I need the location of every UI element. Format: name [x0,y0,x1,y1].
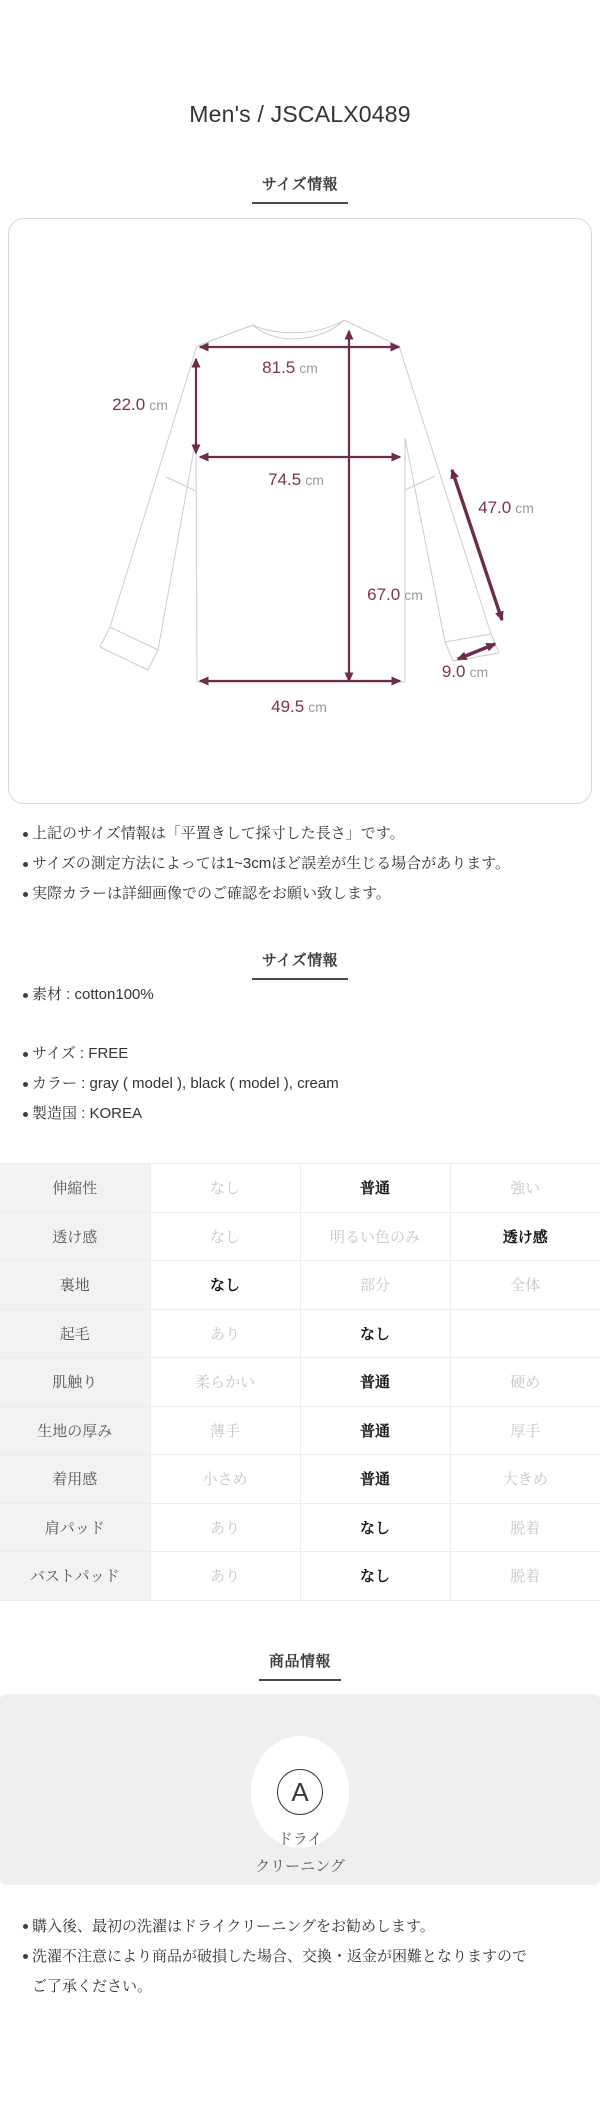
care-label-line: クリーニング [255,1857,345,1875]
size-section-heading-wrap [0,176,600,204]
spec-row-label: 起毛 [0,1309,150,1358]
spec-cell: 全体 [450,1261,600,1310]
detail-section-heading: サイズ情報 [252,953,348,980]
spec-cell: なし [150,1164,300,1213]
spec-row-label: 生地の厚み [0,1406,150,1455]
care-note: 購入後、最初の洗濯はドライクリーニングをお勧めします。 [0,1912,564,1942]
spec-cell: 大きめ [450,1455,600,1504]
spec-row-label: 着用感 [0,1455,150,1504]
spec-cell: なし [300,1503,450,1552]
spec-cell: あり [150,1503,300,1552]
product-section-heading: 商品情報 [259,1654,341,1681]
table-row [0,1358,600,1407]
table-row [0,1406,600,1455]
spec-cell: 薄手 [150,1406,300,1455]
size-note: 上記のサイズ情報は「平置きして採寸した長さ」です。 [0,819,600,849]
size-note: サイズの測定方法によっては1~3cmほど誤差が生じる場合があります。 [0,849,600,879]
detail-item-material: 素材 : cotton100% [0,980,600,1010]
care-label [255,1826,345,1880]
size-diagram-box [8,218,592,804]
spec-cell: 部分 [300,1261,450,1310]
spec-cell: 普通 [300,1358,450,1407]
cuff-width-label: 9.0 cm [441,662,489,681]
spec-cell: あり [150,1309,300,1358]
spec-row-label: 肩パッド [0,1503,150,1552]
hem-width-label: 49.5 cm [271,697,327,716]
page-title: Men's / JSCALX0489 [189,101,411,127]
table-row [0,1552,600,1601]
spec-cell: なし [300,1552,450,1601]
dimension-lines [196,331,502,681]
spec-cell: 透け感 [450,1212,600,1261]
spec-row-label: 肌触り [0,1358,150,1407]
sleeve-length-label: 47.0 cm [478,498,534,517]
table-row [0,1212,600,1261]
size-note: 実際カラーは詳細画像でのご確認をお願い致します。 [0,879,600,909]
care-panel [0,1694,600,1885]
spec-cell: 厚手 [450,1406,600,1455]
table-row [0,1455,600,1504]
spec-row-label: バストパッド [0,1552,150,1601]
care-label-line: ドライ [277,1830,323,1848]
spec-cell: あり [150,1552,300,1601]
spec-cell: 普通 [300,1406,450,1455]
dimension-labels [112,358,534,716]
table-row [0,1503,600,1552]
chest-width-label: 74.5 cm [268,470,324,489]
care-note: 洗濯不注意により商品が破損した場合、交換・返金が困難となりますのでご了承ください。 [0,1942,532,2002]
table-row [0,1309,600,1358]
spec-row-label: 透け感 [0,1212,150,1261]
detail-item-origin: 製造国 : KOREA [0,1099,600,1129]
size-diagram [9,219,591,803]
spec-cell: 普通 [300,1164,450,1213]
spec-cell: 硬め [450,1358,600,1407]
spec-cell: 柔らかい [150,1358,300,1407]
yoke-depth-label: 22.0 cm [112,395,168,414]
spec-cell: 脱着 [450,1552,600,1601]
spec-cell: 明るい色のみ [300,1212,450,1261]
spec-table [0,1163,600,1601]
spec-cell: なし [150,1212,300,1261]
care-notes-list [0,1912,600,2002]
spec-cell: 脱着 [450,1503,600,1552]
dry-cleaning-icon: A [277,1769,323,1815]
detail-section-heading-wrap [0,952,600,980]
product-section-heading-wrap [0,1653,600,1681]
shoulder-width-label: 81.5 cm [262,358,318,377]
spec-row-label: 伸縮性 [0,1164,150,1213]
size-notes-list [0,819,600,909]
detail-item-color: カラー : gray ( model ), black ( model ), cream [0,1069,600,1099]
spec-cell: 小さめ [150,1455,300,1504]
spec-cell: 強い [450,1164,600,1213]
spec-cell [450,1309,600,1358]
spec-cell: 普通 [300,1455,450,1504]
table-row [0,1261,600,1310]
spec-cell: なし [150,1261,300,1310]
size-section-heading: サイズ情報 [252,177,348,204]
table-row [0,1164,600,1213]
spec-row-label: 裏地 [0,1261,150,1310]
detail-item-size: サイズ : FREE [0,1039,600,1069]
detail-items-list [0,980,600,1129]
spec-cell: なし [300,1309,450,1358]
total-length-label: 67.0 cm [367,585,423,604]
